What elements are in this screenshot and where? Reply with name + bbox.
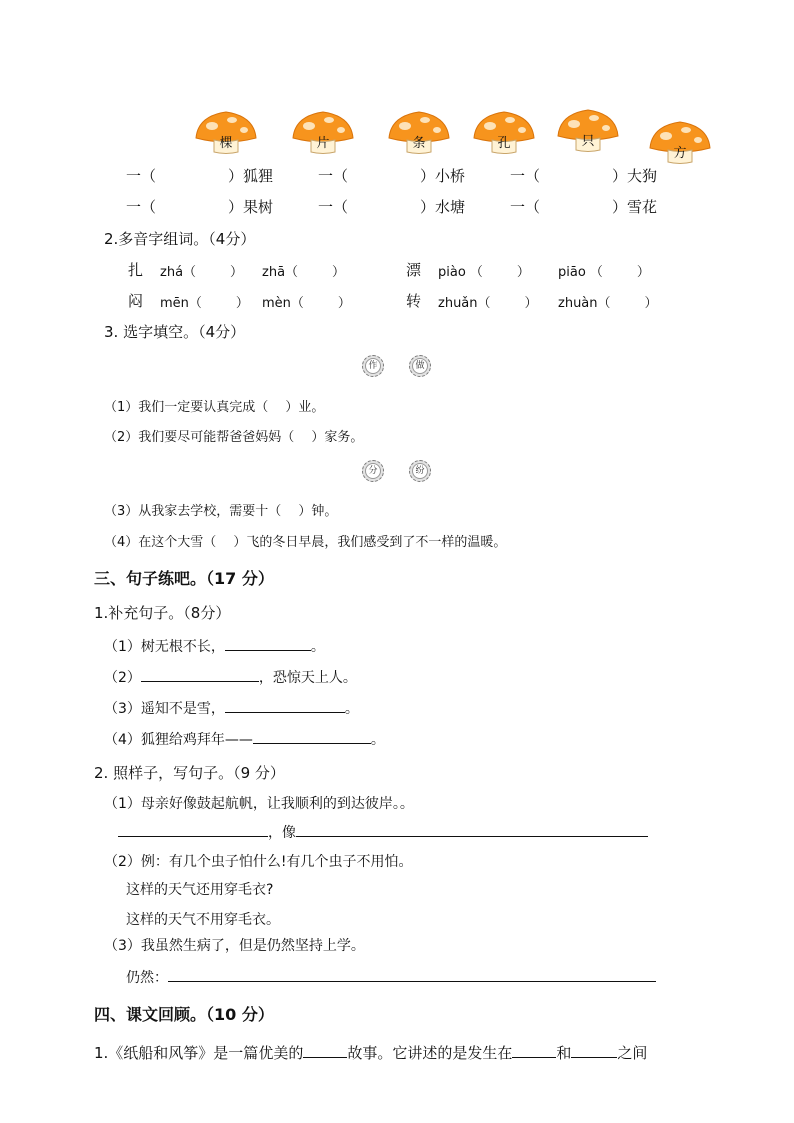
fill-sentence[interactable]: （2） ，恐惊天上人。 <box>104 666 357 687</box>
pinyin-blank[interactable]: piāo （ ） <box>558 265 650 280</box>
pinyin-blank[interactable]: zhá（ ） <box>160 265 244 280</box>
pinyin-blank[interactable]: piào （ ） <box>438 265 530 280</box>
polyphonic-char: 转 <box>406 292 422 310</box>
practice-sentence: 这样的天气还用穿毛衣? <box>126 882 274 898</box>
pinyin-blank[interactable]: mèn（ ） <box>262 296 351 311</box>
measure-word: 棵 <box>219 136 233 151</box>
char-option: 作 <box>365 358 381 374</box>
measure-word-blank[interactable]: 一（ ）狐狸 <box>126 167 274 185</box>
measure-word-blank[interactable]: 一（ ）水塘 <box>318 198 466 216</box>
section-heading: 四、课文回顾。（10 分） <box>94 1005 274 1024</box>
measure-word-blank[interactable]: 一（ ）大狗 <box>510 167 658 185</box>
choose-item[interactable]: （4）在这个大雪（ ）飞的冬日早晨，我们感受到了不一样的温暖。 <box>104 535 507 550</box>
question-title: 3. 选字填空。（4分） <box>104 323 246 341</box>
char-option: 纷 <box>412 463 428 479</box>
mushroom-card <box>470 108 538 154</box>
question-title: 2. 照样子，写句子。（9 分） <box>94 764 285 782</box>
fill-sentence[interactable]: （4）狐狸给鸡拜年—— 。 <box>104 728 385 749</box>
measure-word: 孔 <box>497 136 511 151</box>
write-sentence-line[interactable]: ，像 <box>118 821 648 842</box>
polyphonic-char: 闷 <box>128 292 144 310</box>
polyphonic-char: 漂 <box>406 261 422 279</box>
mushroom-card <box>192 108 260 154</box>
write-sentence-line[interactable]: 仍然： <box>126 966 656 987</box>
choose-item[interactable]: （2）我们要尽可能帮爸爸妈妈（ ）家务。 <box>104 430 364 445</box>
fill-sentence[interactable]: （1）树无根不长， 。 <box>104 635 325 656</box>
pinyin-blank[interactable]: zhuàn（ ） <box>558 296 658 311</box>
question-title: 2.多音字组词。（4分） <box>104 230 256 248</box>
practice-sentence: 这样的天气不用穿毛衣。 <box>126 912 280 928</box>
measure-word: 方 <box>673 146 687 161</box>
measure-word: 只 <box>581 134 595 149</box>
char-option-coin <box>409 460 431 482</box>
char-option: 分 <box>365 463 381 479</box>
mushroom-card <box>554 106 622 152</box>
mushroom-card <box>646 118 714 164</box>
measure-word-blank[interactable]: 一（ ）小桥 <box>318 167 466 185</box>
pinyin-blank[interactable]: zhā（ ） <box>262 265 346 280</box>
mushroom-card <box>385 108 453 154</box>
measure-word: 片 <box>316 136 330 151</box>
char-option-coin <box>362 355 384 377</box>
polyphonic-char: 扎 <box>128 261 144 279</box>
fill-sentence[interactable]: （3）遥知不是雪， 。 <box>104 697 359 718</box>
char-option-coin <box>362 460 384 482</box>
measure-word: 条 <box>412 136 426 151</box>
char-option-coin <box>409 355 431 377</box>
example-sentence: （1）母亲好像鼓起航帆，让我顺利的到达彼岸。。 <box>104 796 414 812</box>
measure-word-blank[interactable]: 一（ ）果树 <box>126 198 274 216</box>
pinyin-blank[interactable]: zhuǎn（ ） <box>438 296 538 311</box>
char-option: 做 <box>412 358 428 374</box>
pinyin-blank[interactable]: mēn（ ） <box>160 296 249 311</box>
measure-word-blank[interactable]: 一（ ）雪花 <box>510 198 658 216</box>
mushroom-card <box>289 108 357 154</box>
example-sentence: （2）例：有几个虫子怕什么!有几个虫子不用怕。 <box>104 854 413 870</box>
example-sentence: （3）我虽然生病了，但是仍然坚持上学。 <box>104 938 365 954</box>
choose-item[interactable]: （3）从我家去学校，需要十（ ）钟。 <box>104 504 338 519</box>
section-heading: 三、句子练吧。（17 分） <box>94 569 274 588</box>
fill-sentence[interactable]: 1.《纸船和风筝》是一篇优美的 故事。它讲述的是发生在 和 之间 <box>94 1044 648 1062</box>
question-title: 1.补充句子。（8分） <box>94 604 231 622</box>
choose-item[interactable]: （1）我们一定要认真完成（ ）业。 <box>104 400 325 415</box>
